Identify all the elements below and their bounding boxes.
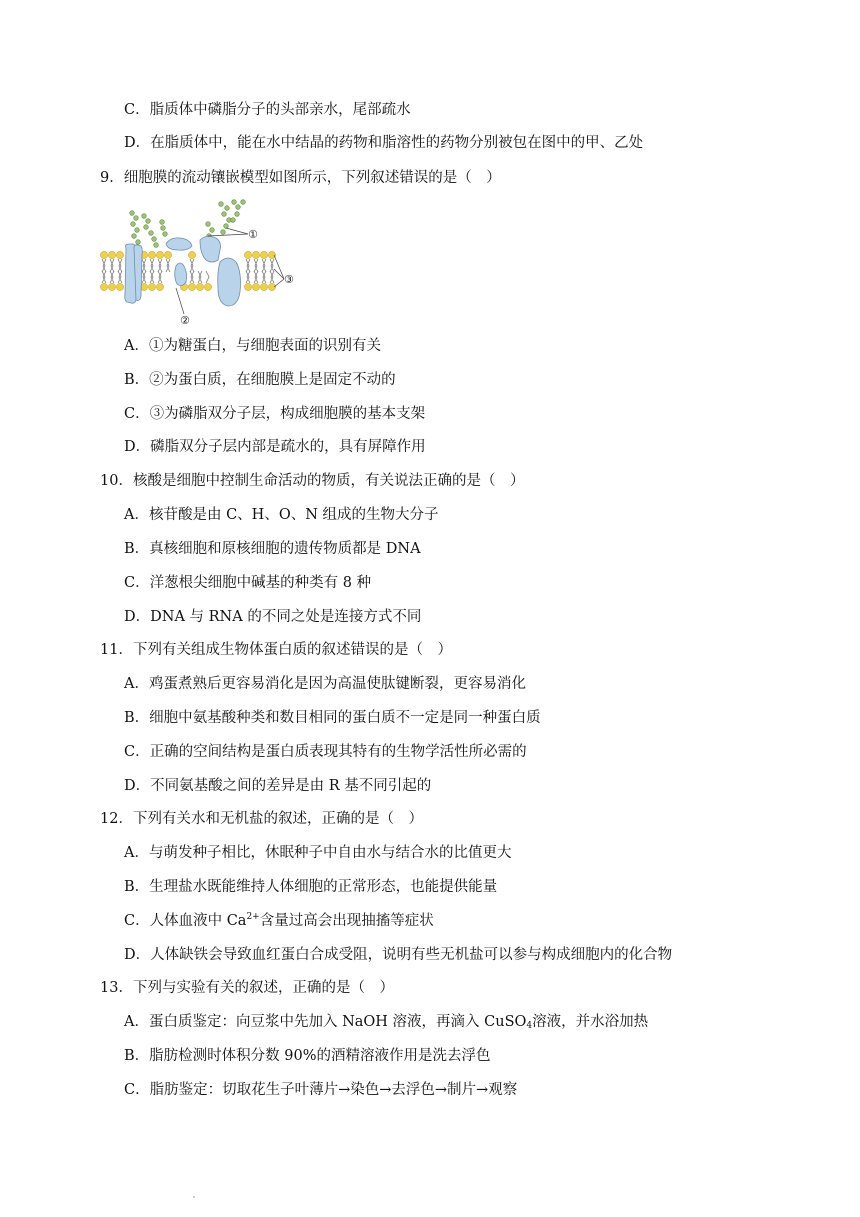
question-10-option-b: B．真核细胞和原核细胞的遗传物质都是 DNA — [124, 541, 421, 557]
question-10-option-a: A．核苷酸是由 C、H、O、N 组成的生物大分子 — [124, 507, 439, 523]
question-10-option-d: D．DNA 与 RNA 的不同之处是连接方式不同 — [124, 609, 422, 625]
question-13-option-c: C．脂肪鉴定：切取花生子叶薄片→染色→去浮色→制片→观察 — [124, 1082, 518, 1098]
question-11-option-b: B．细胞中氨基酸种类和数目相同的蛋白质不一定是同一种蛋白质 — [124, 710, 541, 726]
question-12-option-a: A．与萌发种子相比，休眠种子中自由水与结合水的比值更大 — [124, 845, 512, 861]
figure-label-3: ③ — [284, 273, 294, 286]
sulfate-subscript: 4 — [526, 1021, 533, 1031]
question-11: 11．下列有关组成生物体蛋白质的叙述错误的是（ ） — [100, 642, 452, 658]
option-c-text-post: 含量过高会出现抽搐等症状 — [259, 913, 434, 929]
question-9-option-c: C．③为磷脂双分子层，构成细胞膜的基本支架 — [124, 406, 426, 422]
question-11-option-c: C．正确的空间结构是蛋白质表现其特有的生物学活性所必需的 — [124, 744, 527, 760]
question-10-option-c: C．洋葱根尖细胞中碱基的种类有 8 种 — [124, 575, 372, 591]
question-11-option-a: A．鸡蛋煮熟后更容易消化是因为高温使肽键断裂，更容易消化 — [124, 676, 526, 692]
figure-label-1: ① — [248, 228, 258, 241]
option-c-prev: C．脂质体中磷脂分子的头部亲水，尾部疏水 — [124, 102, 411, 118]
option-d-prev: D．在脂质体中，能在水中结晶的药物和脂溶性的药物分别被包在图中的甲、乙处 — [124, 135, 644, 151]
option-c-text-pre: C．人体血液中 Ca — [124, 913, 247, 929]
question-12-option-c — [124, 911, 434, 931]
figure-label-2: ② — [180, 314, 190, 327]
question-12-option-b: B．生理盐水既能维持人体细胞的正常形态，也能提供能量 — [124, 879, 498, 895]
question-9-option-a: A．①为糖蛋白，与细胞表面的识别有关 — [124, 338, 381, 354]
question-13-option-b: B．脂肪检测时体积分数 90%的酒精溶液作用是洗去浮色 — [124, 1048, 491, 1064]
question-13-option-a — [124, 1012, 648, 1032]
question-9: 9．细胞膜的流动镶嵌模型如图所示，下列叙述错误的是（ ） — [100, 170, 501, 186]
page-speck — [193, 1196, 195, 1198]
question-11-option-d: D．不同氨基酸之间的差异是由 R 基不同引起的 — [124, 778, 432, 794]
question-13: 13．下列与实验有关的叙述，正确的是（ ） — [100, 980, 394, 996]
calcium-charge: 2+ — [246, 912, 260, 922]
question-12-option-d: D．人体缺铁会导致血红蛋白合成受阻，说明有些无机盐可以参与构成细胞内的化合物 — [124, 947, 673, 963]
question-9-option-d: D．磷脂双分子层内部是疏水的，具有屏障作用 — [124, 439, 426, 455]
cell-membrane-figure — [96, 196, 306, 330]
option-a-text-post: 溶液，并水浴加热 — [532, 1014, 649, 1030]
question-9-option-b: B．②为蛋白质，在细胞膜上是固定不动的 — [124, 372, 396, 388]
question-10: 10．核酸是细胞中控制生命活动的物质，有关说法正确的是（ ） — [100, 473, 525, 489]
option-a-text-pre: A．蛋白质鉴定：向豆浆中先加入 NaOH 溶液，再滴入 CuSO — [124, 1014, 527, 1030]
question-12: 12．下列有关水和无机盐的叙述，正确的是（ ） — [100, 811, 423, 827]
